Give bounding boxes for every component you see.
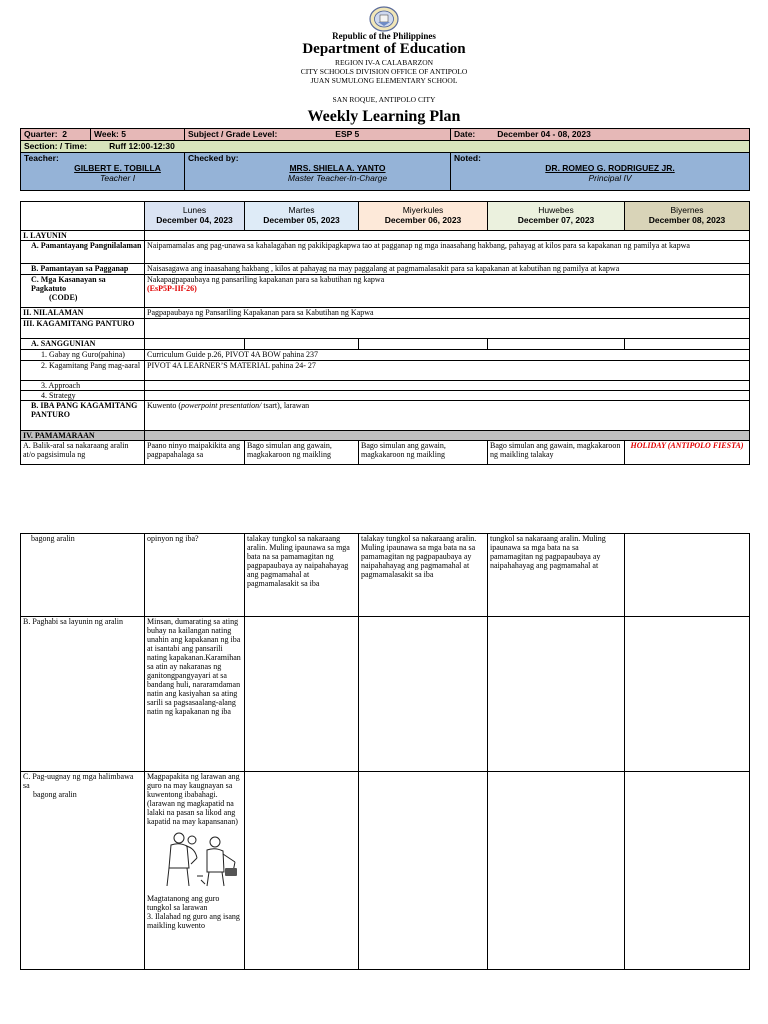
cell-mon: opinyon ng iba? <box>145 534 245 617</box>
teacher-label: Teacher: <box>24 153 59 163</box>
empty-cell <box>625 339 750 350</box>
section-value: Ruff 12:00-12:30 <box>109 141 175 151</box>
day-name: Martes <box>288 205 315 215</box>
cell-mon: Minsan, dumarating sa ating buhay na kailangan nating unahin ang kapakanan ng iba at isantabi ang pansarili nating kapakanan.Karamihan sa atin ay nakaranas ng ganitongpangyayari at sa bandang huli, nararamdaman natin ang kasiyahan sa ating sarili sa pagsasaalang-alang natin ng kapakanan ng iba <box>145 617 245 772</box>
day-date: December 08, 2023 <box>648 215 726 225</box>
row-label: 1. Gabay ng Guro(pahina) <box>21 350 145 361</box>
empty-cell <box>145 381 750 391</box>
cell-tue: talakay tungkol sa nakaraang aralin. Muling ipaunawa sa mga bata na sa pamamagitan ng pagpapaubaya ay naipahahayag ang pagmamahal at pagmamalasakit sa iba <box>245 534 359 617</box>
date-value: December 04 - 08, 2023 <box>497 129 591 139</box>
cell-fri <box>625 617 750 772</box>
cell-wed <box>359 617 488 772</box>
cell-tue <box>245 617 359 772</box>
info-row-section <box>21 141 750 153</box>
day-name: Miyerkules <box>402 205 444 215</box>
cell-mon <box>145 772 245 970</box>
row-strategy <box>21 391 750 401</box>
cell-tue: Bago simulan ang gawain, magkakaroon ng maikling <box>245 441 359 465</box>
row-pamamaraan <box>21 431 750 441</box>
department-heading: Department of Education <box>302 41 466 57</box>
cell-thu: Bago simulan ang gawain, magkakaroon ng maikling talakay <box>488 441 625 465</box>
siblings-illustration <box>157 828 243 890</box>
checked-role: Master Teacher-In-Charge <box>287 173 388 183</box>
info-row-signatories <box>21 153 750 191</box>
deped-seal-icon <box>369 6 399 32</box>
row-content: Pagpapaubaya ng Pansariling Kapakanan para sa Kabutihan ng Kapwa <box>145 308 750 319</box>
day-header-tue <box>245 202 359 231</box>
pamamaraan-heading: IV. PAMAMARAAN <box>21 431 145 441</box>
row-kagamitan <box>21 319 750 339</box>
day-date: December 05, 2023 <box>263 215 340 225</box>
quarter-cell <box>21 129 91 141</box>
pag-uugnay-step: 3. Ilalahad ng guro ang isang maikling kuwento <box>147 912 240 930</box>
cell-fri <box>625 772 750 970</box>
info-row-quarter <box>21 129 750 141</box>
row-label: III. KAGAMITANG PANTURO <box>21 319 145 339</box>
quarter-value: 2 <box>62 129 68 139</box>
row-content: Naipamamalas ang pag-unawa sa kahalagahan ng pakikipagkapwa tao at pagganap ng mga inaasahang hakbang, pahayag at kilos para sa kapakanan ng pamilya at kapwa <box>145 241 750 264</box>
row-label: A. Pamantayang Pangnilalaman <box>21 241 145 264</box>
kasanayan-code: (EsP5P-IIf-26) <box>147 284 197 293</box>
date-cell <box>451 129 750 141</box>
empty-cell <box>145 319 750 339</box>
cell-wed: talakay tungkol sa nakaraang aralin. Muling ipaunawa sa mga bata na sa pamamagitan ng pagpapaubaya ay naipahahayag ang pagmamahal at pagmamalasakit sa iba <box>359 534 488 617</box>
noted-role: Principal IV <box>588 173 632 183</box>
day-name: Lunes <box>182 205 207 215</box>
day-header-fri <box>625 202 750 231</box>
cell-mon: Paano ninyo maipakikita ang pagpapahalaga sa <box>145 441 245 465</box>
row-balik-aral <box>21 441 750 465</box>
checked-label: Checked by: <box>188 153 239 163</box>
row-nilalaman <box>21 308 750 319</box>
cell-fri <box>625 534 750 617</box>
noted-name: DR. ROMEO G. RODRIGUEZ JR. <box>545 163 675 173</box>
row-label <box>21 275 145 308</box>
row-label: II. NILALAMAN <box>21 308 145 319</box>
row-content: Curriculum Guide p.26, PIVOT 4A BOW pahina 237 <box>145 350 750 361</box>
row-label <box>21 772 145 970</box>
empty-cell <box>488 339 625 350</box>
republic-heading: Republic of the Philippines <box>332 31 436 41</box>
row-label: B. Pamantayan sa Pagganap <box>21 264 145 275</box>
row-content <box>145 275 750 308</box>
iba-text-part: Kuwento ( <box>147 401 181 410</box>
day-header-wed <box>359 202 488 231</box>
teacher-role: Teacher I <box>99 173 136 183</box>
region-line: REGION IV-A CALABARZON <box>334 58 434 67</box>
row-approach <box>21 381 750 391</box>
row-label: B. IBA PANG KAGAMITANG PANTURO <box>21 401 145 431</box>
lesson-table-page-2 <box>20 533 750 970</box>
subject-label: Subject / Grade Level: <box>188 129 278 139</box>
row-label: A. SANGGUNIAN <box>21 339 145 350</box>
iba-text-part: tsart), larawan <box>261 401 310 410</box>
empty-cell <box>145 431 750 441</box>
noted-label: Noted: <box>454 153 481 163</box>
row-balik-aral-cont <box>21 534 750 617</box>
cell-thu: tungkol sa nakaraang aralin. Muling ipaunawa sa mga bata na sa pamamagitan ng pagpapaubaya ay naipahahayag ang pagmamahal at <box>488 534 625 617</box>
blank-header-cell <box>21 202 145 231</box>
code-label: (CODE) <box>49 293 78 302</box>
lesson-table-page-1 <box>20 201 750 465</box>
info-table <box>20 128 750 191</box>
section-label: Section: / Time: <box>24 141 88 151</box>
row-label: 4. Strategy <box>21 391 145 401</box>
quarter-label: Quarter: <box>24 129 58 139</box>
address-line: SAN ROQUE, ANTIPOLO CITY <box>332 95 436 104</box>
holiday-cell: HOLIDAY (ANTIPOLO FIESTA) <box>625 441 750 465</box>
cell-thu <box>488 772 625 970</box>
row-pag-uugnay <box>21 772 750 970</box>
row-label: bagong aralin <box>21 534 145 617</box>
day-name: Huwebes <box>538 205 574 215</box>
checked-cell <box>185 153 451 191</box>
school-line: JUAN SUMULONG ELEMENTARY SCHOOL <box>310 76 458 85</box>
cell-thu <box>488 617 625 772</box>
empty-cell <box>145 231 750 241</box>
day-date: December 07, 2023 <box>517 215 595 225</box>
date-label: Date: <box>454 129 476 139</box>
pag-uugnay-question: Magtatanong ang guro tungkol sa larawan <box>147 894 220 912</box>
day-header-mon <box>145 202 245 231</box>
division-line: CITY SCHOOLS DIVISION OFFICE OF ANTIPOLO <box>300 67 468 76</box>
checked-name: MRS. SHIELA A. YANTO <box>289 163 386 173</box>
subject-cell <box>185 129 451 141</box>
row-kagamitang-mag-aaral <box>21 361 750 381</box>
section-cell <box>21 141 750 153</box>
row-gabay <box>21 350 750 361</box>
row-label: 3. Approach <box>21 381 145 391</box>
row-label: B. Paghabi sa layunin ng aralin <box>21 617 145 772</box>
day-name: Biyernes <box>670 205 704 215</box>
row-sanggunian <box>21 339 750 350</box>
pag-uugnay-label-2: bagong aralin <box>33 790 77 799</box>
cell-wed: Bago simulan ang gawain, magkakaroon ng maikling <box>359 441 488 465</box>
pag-uugnay-label: C. Pag-uugnay ng mga halimbawa sa <box>23 772 134 790</box>
row-pamantayan-pagganap <box>21 264 750 275</box>
row-content <box>145 401 750 431</box>
row-paghabi <box>21 617 750 772</box>
day-header-thu <box>488 202 625 231</box>
noted-cell <box>451 153 750 191</box>
teacher-cell <box>21 153 185 191</box>
subject-value: ESP 5 <box>335 129 360 139</box>
kasanayan-label: C. Mga Kasanayan sa Pagkatuto <box>31 275 106 293</box>
row-iba-pang-kagamitan <box>21 401 750 431</box>
row-label: A. Balik-aral sa nakaraang aralin at/o pagsisimula ng <box>21 441 145 465</box>
row-layunin <box>21 231 750 241</box>
row-label: 2. Kagamitang Pang mag-aaral <box>21 361 145 381</box>
iba-text-part: powerpoint presentation/ <box>181 401 262 410</box>
empty-cell <box>145 339 245 350</box>
layunin-heading: I. LAYUNIN <box>21 231 145 241</box>
day-date: December 06, 2023 <box>384 215 462 225</box>
empty-cell <box>145 391 750 401</box>
row-kasanayan <box>21 275 750 308</box>
empty-cell <box>359 339 488 350</box>
teacher-name: GILBERT E. TOBILLA <box>74 163 161 173</box>
row-content: PIVOT 4A LEARNER’S MATERIAL pahina 24- 27 <box>145 361 750 381</box>
row-pamantayang-pangnilalaman <box>21 241 750 264</box>
day-header-row <box>21 202 750 231</box>
row-content: Naisasagawa ang inaasahang hakbang , kilos at pahayag na may paggalang at pagmamalasakit para sa kapakanan at kabutihan ng pamilya at kapwa <box>145 264 750 275</box>
empty-cell <box>245 339 359 350</box>
kasanayan-text: Nakapagpapaubaya ng pansariling kapakanan para sa kabutihan ng kapwa <box>147 275 385 284</box>
cell-wed <box>359 772 488 970</box>
day-date: December 04, 2023 <box>156 215 233 225</box>
page-title: Weekly Learning Plan <box>307 108 461 125</box>
pag-uugnay-text: Magpapakita ng larawan ang guro na may kaugnayan sa kuwentong ibabahagi. (larawan ng magkapatid na lalaki na pasan sa likod ang kapatid na may kapansanan) <box>147 772 240 826</box>
cell-tue <box>245 772 359 970</box>
week-cell: Week: 5 <box>91 129 185 141</box>
